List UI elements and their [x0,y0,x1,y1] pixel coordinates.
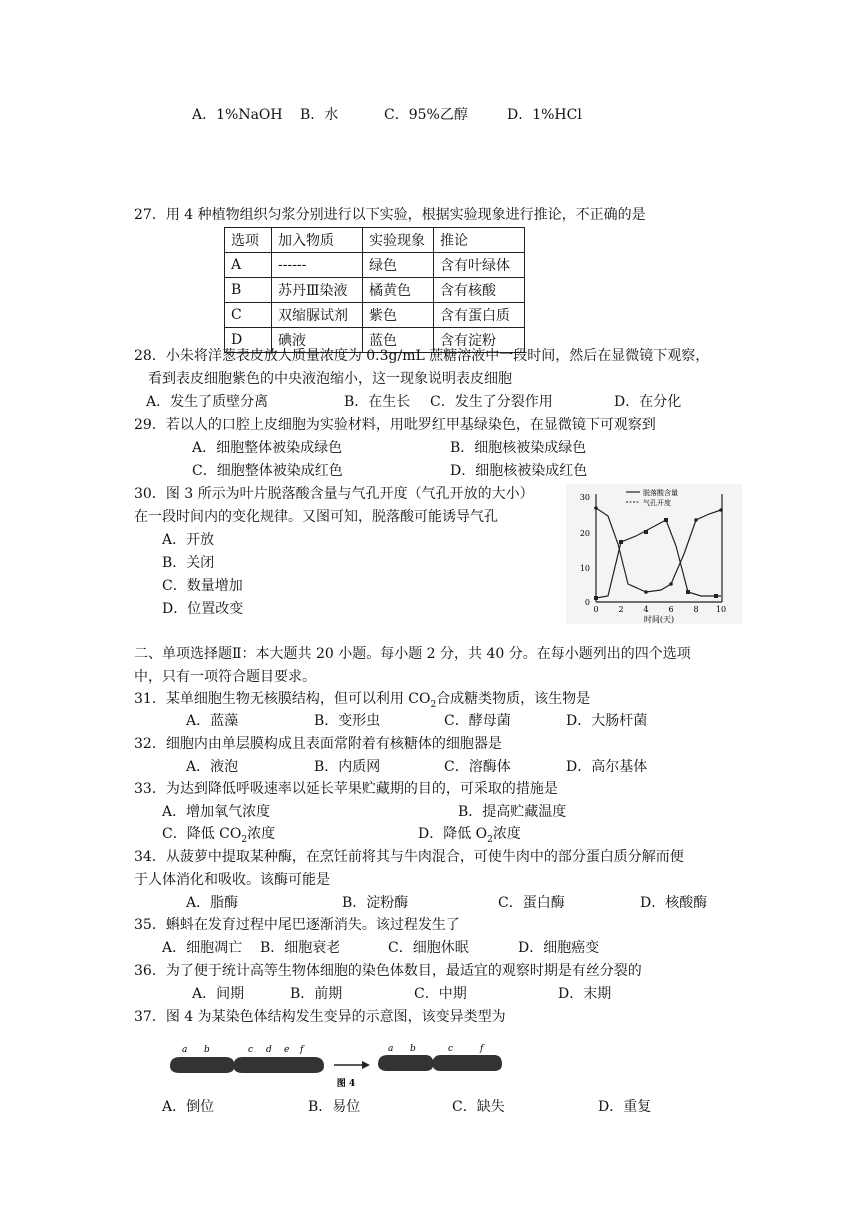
table-cell: ------ [272,253,363,278]
q30-stem-line1: 30．图 3 所示为叶片脱落酸含量与气孔开度（气孔开放的大小） [134,486,534,502]
q34-option-d: D．核酸酶 [640,895,708,911]
figure-3-x-tick: 10 [715,605,727,614]
figure-3-x-tick: 0 [593,605,599,614]
q26-option-a: A．1%NaOH [192,107,283,123]
chromosome-before [170,1057,324,1073]
q35-option-d: D．细胞癌变 [518,940,600,956]
q26-option-c: C．95%乙醇 [384,107,468,123]
q31-stem-post: 合成糖类物质，该生物是 [436,691,591,707]
q37-options [162,1098,651,1116]
q36-options [192,985,611,1003]
q37-stem: 37．图 4 为某染色体结构发生变异的示意图，该变异类型为 [134,1009,506,1025]
q32-option-d: D．高尔基体 [566,759,648,775]
q37-option-a: A．倒位 [162,1099,215,1115]
table-header-cell: 推论 [434,228,525,253]
q36-option-d: D．末期 [558,986,612,1002]
table-cell: 绿色 [363,253,434,278]
q29-option-a: A．细胞整体被染成绿色 [192,440,343,456]
q35-stem: 35．蝌蚪在发育过程中尾巴逐渐消失。该过程发生了 [134,917,460,933]
figure-3-y-tick: 30 [579,493,590,502]
table-cell: C [225,303,272,328]
q30-option-b: B．关闭 [162,555,215,571]
q26-option-d: D．1%HCl [507,107,582,123]
q37-option-d: D．重复 [598,1099,652,1115]
q26-options [192,106,582,124]
q28-stem-line2: 看到表皮细胞紫色的中央液泡缩小，这一现象说明表皮细胞 [148,371,512,387]
figure-3-x-tick: 4 [643,605,649,614]
gene-label: f [480,1044,484,1054]
q31-option-a: A．蓝藻 [186,713,239,729]
table-header-cell: 实验现象 [363,228,434,253]
gene-label: b [410,1044,416,1054]
q33-option-c-post: 浓度 [247,826,276,842]
q29-option-d: D．细胞核被染成红色 [450,463,588,479]
figure-3-y-tick: 0 [584,598,590,607]
q37-option-b: B．易位 [308,1099,361,1115]
q35-option-a: A．细胞凋亡 [162,940,243,956]
figure-3-legend-2: 气孔开度 [643,499,671,507]
q31-option-d: D．大肠杆菌 [566,713,648,729]
table-row [225,278,525,303]
q31-option-b: B．变形虫 [314,713,381,729]
q33-option-d-post: 浓度 [492,826,521,842]
q29-options-row2 [192,462,587,480]
figure-3-x-tick: 8 [693,605,699,614]
table-cell: 含有淀粉 [434,328,525,353]
section2-heading-line1: 二、单项选择题Ⅱ：本大题共 20 小题。每小题 2 分，共 40 分。在每小题列出的四个选项 [134,646,691,662]
table-row [225,303,525,328]
q33-option-d-pre: D．降低 O [418,826,488,842]
figure-3-x-tick: 6 [668,605,674,614]
table-cell: 含有核酸 [434,278,525,303]
gene-label: c [448,1044,454,1054]
figure-4-caption: 图 4 [336,1079,356,1088]
q33-options-row2 [162,825,521,849]
q33-option-c-pre: C．降低 CO [162,826,242,842]
q32-option-b: B．内质网 [314,759,381,775]
table-cell: 碘液 [272,328,363,353]
table-header-cell: 选项 [225,228,272,253]
q29-option-c: C．细胞整体被染成红色 [192,463,343,479]
q32-option-a: A．液泡 [186,759,239,775]
table-cell: D [225,328,272,353]
q29-stem: 29．若以人的口腔上皮细胞为实验材料，用吡罗红甲基绿染色，在显微镜下可观察到 [134,417,656,433]
q35-options [162,939,599,957]
q36-option-a: A．间期 [192,986,245,1002]
q33-option-d [418,825,521,849]
q28-option-d: D．在分化 [614,394,682,410]
table-cell: 含有蛋白质 [434,303,525,328]
q28-option-c: C．发生了分裂作用 [430,394,553,410]
table-cell: 蓝色 [363,328,434,353]
figure-3-x-label: 时间(天) [643,615,675,624]
q30-option-a: A．开放 [162,532,215,548]
table-cell: 含有叶绿体 [434,253,525,278]
q33-option-d-sub: 2 [487,834,493,845]
q37-option-c: C．缺失 [452,1099,505,1115]
q30-option-c: C．数量增加 [162,578,243,594]
q28-stem-line1: 28．小朱将洋葱表皮放人质量浓度为 0.3g/mL 蔗糖溶液中一段时间，然后在显微镜下观察， [134,348,710,364]
q31-options [186,712,647,730]
gene-label: d [266,1045,272,1055]
figure-3-graph [566,484,742,624]
q29-option-b: B．细胞核被染成绿色 [450,440,587,456]
gene-label: a [388,1044,394,1054]
q35-option-c: C．细胞休眠 [388,940,469,956]
q30-option-d: D．位置改变 [162,601,244,617]
chromosome-after [378,1055,502,1071]
q34-option-a: A．脂酶 [186,895,239,911]
figure-3-x-tick: 2 [618,605,624,614]
q30-stem-line2: 在一段时间内的变化规律。又图可知，脱落酸可能诱导气孔 [134,509,498,525]
table-header-row [225,228,525,253]
q34-option-b: B．淀粉酶 [342,895,409,911]
q31-stem-pre: 31．某单细胞生物无核膜结构，但可以利用 CO [134,691,431,707]
figure-4-chromosome-diagram [166,1040,506,1088]
q34-stem-line1: 34．从菠萝中提取某种酶，在烹饪前将其与牛肉混合，可使牛肉中的部分蛋白质分解而便 [134,849,684,865]
figure-3-y-tick: 20 [579,529,590,538]
q31-stem [134,690,590,714]
figure-3-y-tick: 10 [579,564,590,573]
table-row [225,253,525,278]
q29-options-row1 [192,439,586,457]
table-cell: B [225,278,272,303]
q33-options-row1 [162,803,566,821]
table-cell: 紫色 [363,303,434,328]
q36-stem: 36．为了便于统计高等生物体细胞的染色体数目，最适宜的观察时期是有丝分裂的 [134,963,642,979]
q27-table [224,227,525,353]
q36-option-c: C．中期 [414,986,467,1002]
q31-stem-sub: 2 [430,699,437,710]
table-cell: 橘黄色 [363,278,434,303]
q34-option-c: C．蛋白酶 [498,895,565,911]
q33-option-c [162,825,418,849]
gene-label: f [300,1045,304,1055]
table-cell: 双缩脲试剂 [272,303,363,328]
q28-option-a: A．发生了质壁分离 [146,394,269,410]
gene-label: c [248,1045,254,1055]
q34-stem-line2: 于人体消化和吸收。该酶可能是 [134,872,330,888]
q33-option-a: A．增加氧气浓度 [162,804,271,820]
q33-option-c-sub: 2 [241,834,248,845]
table-cell: A [225,253,272,278]
q34-options [186,894,707,912]
arrow-right-icon [362,1061,370,1069]
q31-option-c: C．酵母菌 [444,713,511,729]
q36-option-b: B．前期 [290,986,343,1002]
table-cell: 苏丹Ⅲ染液 [272,278,363,303]
q28-option-b: B．在生长 [344,394,411,410]
q33-option-b: B．提高贮藏温度 [458,804,567,820]
q26-option-b: B．水 [300,107,339,123]
q35-option-b: B．细胞衰老 [260,940,341,956]
q27-stem: 27．用 4 种植物组织匀浆分别进行以下实验，根据实验现象进行推论，不正确的是 [134,207,646,223]
q32-option-c: C．溶酶体 [444,759,511,775]
table-header-cell: 加入物质 [272,228,363,253]
gene-label: a [182,1045,188,1055]
gene-label: b [204,1045,210,1055]
q32-options [186,758,647,776]
figure-3-legend-1: 脱落酸含量 [643,489,678,497]
q33-stem: 33．为达到降低呼吸速率以延长苹果贮藏期的目的，可采取的措施是 [134,781,558,797]
q32-stem: 32．细胞内由单层膜构成且表面常附着有核糖体的细胞器是 [134,736,502,752]
q28-options [146,393,681,411]
section2-heading-line2: 中，只有一项符合题目要求。 [134,669,316,685]
gene-label: e [284,1045,290,1055]
